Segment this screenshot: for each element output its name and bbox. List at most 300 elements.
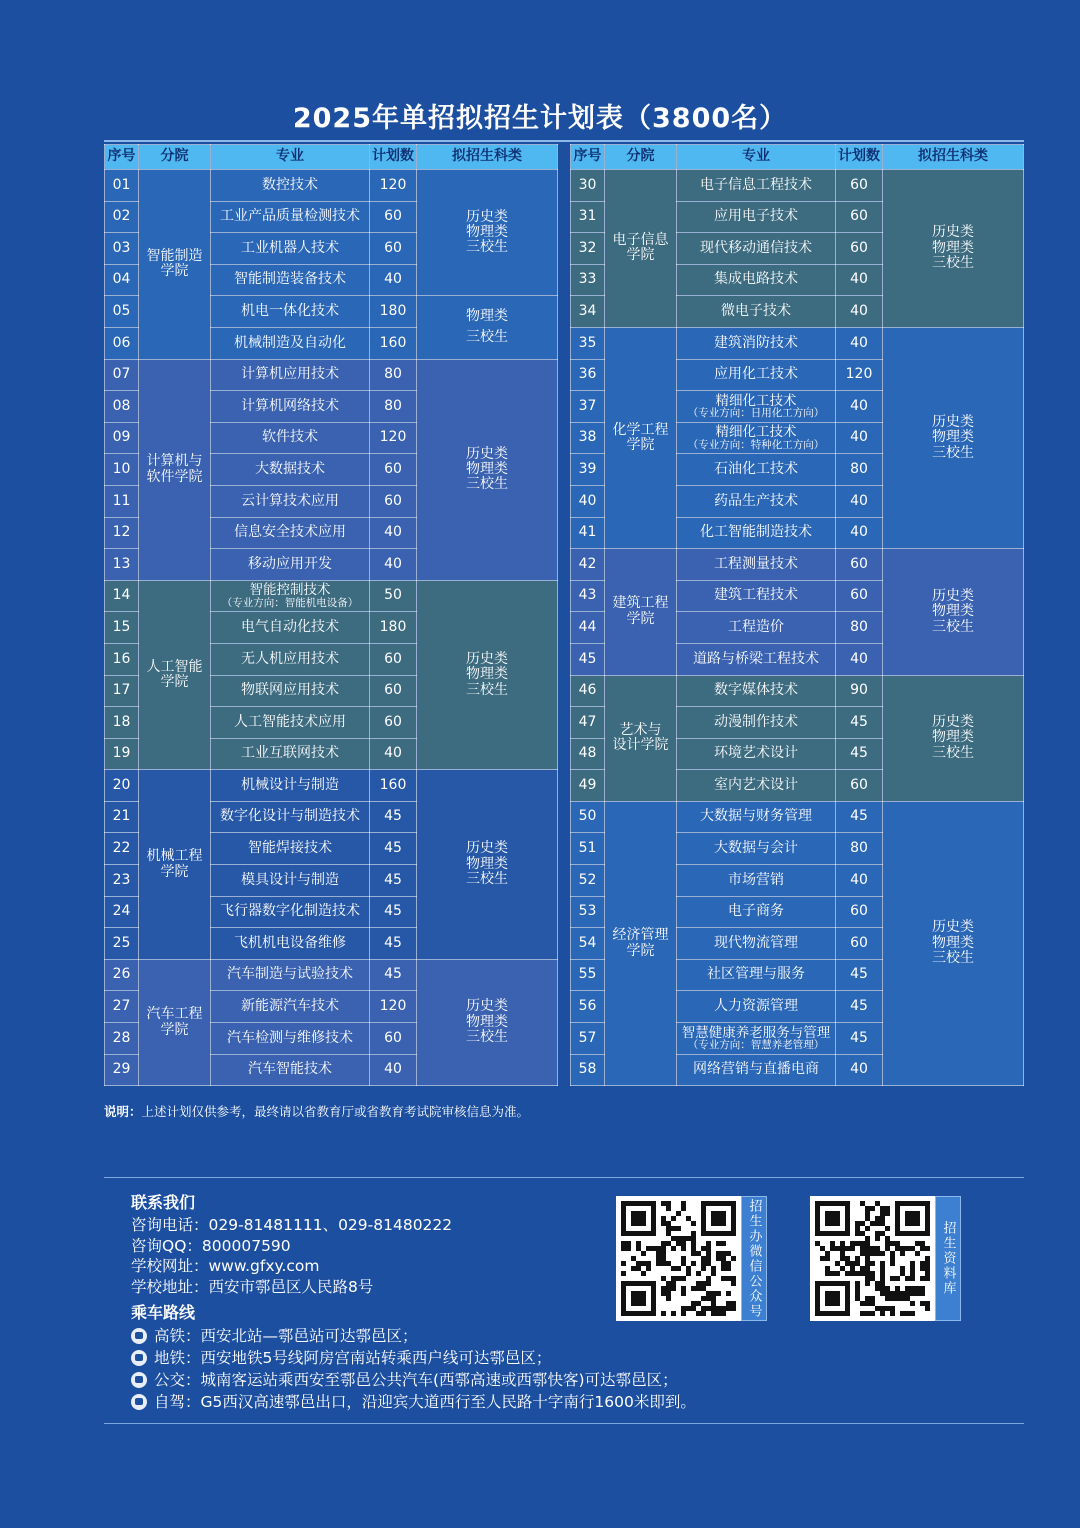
row-seq: 39	[571, 454, 605, 486]
plan-count: 80	[836, 612, 883, 644]
category-cell	[417, 296, 558, 359]
row-seq: 07	[105, 359, 139, 391]
row-seq: 14	[105, 580, 139, 612]
plan-count: 45	[836, 801, 883, 833]
plan-count: 60	[370, 643, 417, 675]
dept-cell	[139, 359, 211, 580]
row-seq: 50	[571, 801, 605, 833]
car-icon	[131, 1394, 147, 1410]
major-cell	[211, 233, 370, 265]
dept-cell	[139, 770, 211, 960]
plan-count: 60	[370, 454, 417, 486]
row-seq: 51	[571, 833, 605, 865]
header-major: 专业	[677, 145, 836, 170]
major-cell	[677, 612, 836, 644]
major-name: 大数据与财务管理	[700, 808, 812, 825]
table-row	[571, 675, 1024, 707]
major-name: 工程造价	[728, 618, 784, 635]
plan-count: 45	[370, 801, 417, 833]
route-text: 地铁：西安地铁5号线阿房宫南站转乘西户线可达鄠邑区；	[154, 1349, 552, 1367]
major-cell	[211, 264, 370, 296]
row-seq: 08	[105, 391, 139, 423]
plan-count: 40	[836, 643, 883, 675]
row-seq: 19	[105, 738, 139, 770]
category-cell	[417, 170, 558, 296]
plan-count: 120	[370, 170, 417, 202]
major-name: 微电子技术	[721, 302, 791, 319]
major-name: 应用电子技术	[714, 208, 798, 225]
category-text: 历史类 物理类 三校生	[466, 208, 508, 256]
train-icon	[131, 1328, 147, 1344]
row-seq: 27	[105, 991, 139, 1023]
plan-count: 80	[836, 454, 883, 486]
row-seq: 53	[571, 896, 605, 928]
major-name: 汽车检测与维修技术	[227, 1029, 353, 1046]
row-seq: 11	[105, 485, 139, 517]
row-seq: 30	[571, 170, 605, 202]
major-cell	[677, 327, 836, 359]
row-seq: 48	[571, 738, 605, 770]
plan-count: 120	[370, 991, 417, 1023]
note-text: 上述计划仅供参考，最终请以省教育厅或省教育考试院审核信息为准。	[141, 1104, 530, 1119]
plan-count: 60	[836, 770, 883, 802]
row-seq: 20	[105, 770, 139, 802]
major-name: 计算机网络技术	[241, 397, 339, 414]
plan-count: 60	[836, 896, 883, 928]
row-seq: 06	[105, 327, 139, 359]
major-name: 数控技术	[262, 176, 318, 193]
plan-count: 180	[370, 296, 417, 328]
category-text: 历史类 物理类 三校生	[466, 650, 508, 698]
plan-count: 60	[836, 580, 883, 612]
bus-icon	[131, 1372, 147, 1388]
dept-cell	[605, 327, 677, 548]
qr-wechat	[616, 1196, 767, 1321]
major-name: 精细化工技术	[715, 392, 797, 409]
major-cell	[211, 170, 370, 202]
major-name: 新能源汽车技术	[241, 998, 339, 1015]
row-seq: 33	[571, 264, 605, 296]
major-cell	[211, 201, 370, 233]
header-seq: 序号	[105, 145, 139, 170]
table-row	[105, 580, 558, 612]
major-cell	[677, 264, 836, 296]
major-name: 室内艺术设计	[714, 776, 798, 793]
route-text: 自驾：G5西汉高速鄠邑出口，沿迎宾大道西行至人民路十字南行1600米即到。	[154, 1393, 696, 1411]
plan-count: 45	[370, 833, 417, 865]
plan-count: 40	[836, 485, 883, 517]
major-name: 电子商务	[728, 903, 784, 920]
row-seq: 56	[571, 991, 605, 1023]
plan-count: 45	[370, 959, 417, 991]
plan-count: 60	[370, 485, 417, 517]
plan-count: 40	[370, 264, 417, 296]
header-count: 计划数	[370, 145, 417, 170]
route-item	[131, 1391, 696, 1413]
row-seq: 12	[105, 517, 139, 549]
plan-count: 40	[836, 264, 883, 296]
row-seq: 09	[105, 422, 139, 454]
plan-count: 60	[370, 675, 417, 707]
major-cell	[677, 896, 836, 928]
major-name: 云计算技术应用	[241, 492, 339, 509]
row-seq: 49	[571, 770, 605, 802]
row-seq: 40	[571, 485, 605, 517]
row-seq: 38	[571, 422, 605, 454]
category-cell	[883, 549, 1024, 675]
category-text: 历史类 物理类 三校生	[466, 840, 508, 888]
route-item	[131, 1347, 696, 1369]
row-seq: 23	[105, 865, 139, 897]
major-cell	[211, 770, 370, 802]
plan-count: 180	[370, 612, 417, 644]
major-name: 数字化设计与制造技术	[220, 808, 360, 825]
contact-section	[131, 1190, 452, 1297]
row-seq: 54	[571, 928, 605, 960]
major-name: 现代移动通信技术	[700, 239, 812, 256]
table-row	[571, 170, 1024, 202]
major-name: 移动应用开发	[248, 555, 332, 572]
plan-table-left	[104, 144, 558, 1086]
plan-count: 60	[836, 201, 883, 233]
major-cell	[211, 612, 370, 644]
category-cell	[417, 359, 558, 580]
row-seq: 17	[105, 675, 139, 707]
major-name: 信息安全技术应用	[234, 524, 346, 541]
major-name: 智能控制技术	[249, 582, 331, 599]
plan-count: 40	[370, 549, 417, 581]
dept-cell	[139, 170, 211, 360]
major-name: 智能制造装备技术	[234, 271, 346, 288]
row-seq: 32	[571, 233, 605, 265]
category-cell	[883, 675, 1024, 801]
major-cell	[211, 580, 370, 612]
dept-cell	[139, 959, 211, 1085]
major-cell	[677, 454, 836, 486]
major-direction: （专业方向：日用化工方向）	[687, 407, 825, 420]
dept-cell	[139, 580, 211, 770]
plan-count: 40	[836, 865, 883, 897]
major-cell	[677, 1054, 836, 1086]
row-seq: 01	[105, 170, 139, 202]
major-name: 计算机应用技术	[241, 366, 339, 383]
major-cell	[677, 770, 836, 802]
major-name: 软件技术	[262, 429, 318, 446]
major-cell	[211, 359, 370, 391]
contact-qq: 咨询QQ：800007590	[131, 1236, 291, 1255]
major-cell	[211, 517, 370, 549]
row-seq: 24	[105, 896, 139, 928]
plan-count: 40	[836, 391, 883, 423]
major-cell	[677, 233, 836, 265]
major-name: 机电一体化技术	[241, 302, 339, 319]
row-seq: 16	[105, 643, 139, 675]
plan-count: 40	[836, 1054, 883, 1086]
plan-count: 50	[370, 580, 417, 612]
dept-name: 计算机与 软件学院	[146, 453, 203, 485]
dept-name: 智能制造 学院	[146, 247, 203, 280]
plan-count: 60	[370, 707, 417, 739]
header-category: 拟招生科类	[417, 145, 558, 170]
plan-count: 40	[836, 517, 883, 549]
major-name: 电气自动化技术	[241, 618, 339, 635]
row-seq: 25	[105, 928, 139, 960]
major-direction: （专业方向：特种化工方向）	[687, 438, 825, 451]
major-cell	[211, 643, 370, 675]
plan-count: 45	[836, 991, 883, 1023]
category-text: 历史类 物理类 三校生	[932, 224, 974, 272]
qr-materials-label-box	[935, 1196, 961, 1321]
dept-cell	[605, 675, 677, 801]
contact-phone: 咨询电话：029-81481111、029-81480222	[131, 1216, 453, 1234]
plan-count: 60	[836, 233, 883, 265]
major-name: 建筑消防技术	[714, 334, 798, 351]
row-seq: 18	[105, 707, 139, 739]
plan-count: 45	[370, 928, 417, 960]
major-name: 大数据与会计	[714, 840, 798, 857]
table-row	[571, 801, 1024, 833]
major-cell	[211, 801, 370, 833]
major-cell	[211, 991, 370, 1023]
category-cell	[417, 770, 558, 960]
table-row	[105, 770, 558, 802]
row-seq: 55	[571, 959, 605, 991]
major-name: 现代物流管理	[714, 934, 798, 951]
qr-materials-label: 招生资料库	[940, 1221, 956, 1296]
plan-count: 40	[370, 1054, 417, 1086]
dept-cell	[605, 801, 677, 1085]
route-text: 高铁：西安北站—鄠邑站可达鄠邑区；	[154, 1327, 418, 1345]
qr-wechat-label-box	[741, 1196, 767, 1321]
major-name: 机械制造及自动化	[234, 334, 346, 351]
header-major: 专业	[211, 145, 370, 170]
plan-count: 120	[370, 422, 417, 454]
qr-code-icon[interactable]	[616, 1196, 741, 1321]
route-title: 乘车路线	[131, 1303, 196, 1322]
major-cell	[677, 296, 836, 328]
category-text: 历史类 物理类 三校生	[466, 445, 508, 493]
plan-count: 80	[370, 391, 417, 423]
row-seq: 05	[105, 296, 139, 328]
major-cell	[677, 991, 836, 1023]
contact-website[interactable]: 学校网址：www.gfxy.com	[131, 1257, 320, 1275]
major-name: 化工智能制造技术	[700, 524, 812, 541]
major-name: 数字媒体技术	[714, 682, 798, 699]
row-seq: 04	[105, 264, 139, 296]
row-seq: 10	[105, 454, 139, 486]
row-seq: 41	[571, 517, 605, 549]
row-seq: 03	[105, 233, 139, 265]
major-name: 建筑工程技术	[714, 587, 798, 604]
major-cell	[211, 738, 370, 770]
row-seq: 43	[571, 580, 605, 612]
divider	[104, 1177, 1024, 1178]
row-seq: 21	[105, 801, 139, 833]
major-name: 人工智能技术应用	[234, 713, 346, 730]
major-name: 物联网应用技术	[241, 682, 339, 699]
plan-count: 45	[836, 738, 883, 770]
table-row	[105, 959, 558, 991]
plan-count: 40	[370, 517, 417, 549]
plan-count: 40	[836, 327, 883, 359]
major-direction: （专业方向：智能机电设备）	[221, 596, 359, 609]
plan-count: 80	[836, 833, 883, 865]
major-name: 大数据技术	[255, 460, 325, 477]
plan-count: 90	[836, 675, 883, 707]
plan-count: 160	[370, 770, 417, 802]
row-seq: 13	[105, 549, 139, 581]
major-name: 模具设计与制造	[241, 871, 339, 888]
plan-count: 45	[836, 707, 883, 739]
major-cell	[211, 707, 370, 739]
major-name: 飞行器数字化制造技术	[220, 903, 360, 920]
row-seq: 22	[105, 833, 139, 865]
dept-name: 人工智能 学院	[146, 658, 203, 690]
major-name: 集成电路技术	[714, 271, 798, 288]
major-cell	[677, 928, 836, 960]
row-seq: 44	[571, 612, 605, 644]
header-dept: 分院	[605, 145, 677, 170]
plan-count: 60	[370, 233, 417, 265]
major-cell	[677, 517, 836, 549]
plan-count: 120	[836, 359, 883, 391]
major-name: 环境艺术设计	[714, 745, 798, 762]
major-name: 机械设计与制造	[241, 776, 339, 793]
dept-name: 电子信息 学院	[612, 232, 669, 264]
major-name: 应用化工技术	[714, 366, 798, 383]
table-row	[571, 327, 1024, 359]
major-name: 工业机器人技术	[241, 239, 339, 256]
row-seq: 34	[571, 296, 605, 328]
row-seq: 29	[105, 1054, 139, 1086]
category-text: 历史类 物理类 三校生	[932, 714, 974, 761]
plan-count: 40	[370, 738, 417, 770]
major-cell	[211, 1054, 370, 1086]
major-cell	[211, 833, 370, 865]
header-category: 拟招生科类	[883, 145, 1024, 170]
major-direction: （专业方向：智慧养老管理）	[687, 1038, 825, 1051]
major-cell	[677, 170, 836, 202]
major-name: 工业产品质量检测技术	[220, 208, 360, 225]
row-seq: 35	[571, 327, 605, 359]
route-text: 公交：城南客运站乘西安至鄠邑公共汽车(西鄠高速或西鄠快客)可达鄠邑区；	[154, 1371, 678, 1389]
category-cell	[883, 801, 1024, 1085]
plan-count: 60	[370, 201, 417, 233]
plan-count: 60	[370, 1023, 417, 1055]
category-text: 历史类 物理类 三校生	[932, 919, 974, 967]
category-text: 历史类 物理类 三校生	[932, 413, 974, 461]
major-name: 汽车智能技术	[248, 1061, 332, 1078]
route-section	[131, 1300, 696, 1413]
major-cell	[211, 422, 370, 454]
major-name: 网络营销与直播电商	[693, 1061, 819, 1078]
row-seq: 15	[105, 612, 139, 644]
major-cell	[211, 959, 370, 991]
note	[104, 1102, 529, 1120]
dept-name: 艺术与 设计学院	[612, 721, 669, 754]
header-seq: 序号	[571, 145, 605, 170]
major-cell	[677, 580, 836, 612]
category-text: 物理类 三校生	[466, 307, 508, 346]
row-seq: 28	[105, 1023, 139, 1055]
contact-address: 学校地址：西安市鄠邑区人民路8号	[131, 1277, 374, 1296]
qr-wechat-label: 招生办微信公众号	[746, 1198, 762, 1319]
major-cell	[677, 201, 836, 233]
qr-materials	[810, 1196, 961, 1321]
major-cell	[677, 865, 836, 897]
major-cell	[211, 327, 370, 359]
plan-count: 60	[836, 549, 883, 581]
plan-count: 60	[836, 170, 883, 202]
header-count: 计划数	[836, 145, 883, 170]
major-name: 精细化工技术	[715, 424, 797, 441]
major-name: 飞机机电设备维修	[234, 934, 346, 951]
major-name: 人力资源管理	[714, 998, 798, 1015]
major-cell	[677, 422, 836, 454]
major-cell	[677, 391, 836, 423]
major-name: 智慧健康养老服务与管理	[681, 1024, 831, 1041]
category-cell	[883, 170, 1024, 328]
major-name: 工业互联网技术	[241, 745, 339, 762]
major-name: 工程测量技术	[714, 555, 798, 572]
route-item	[131, 1369, 696, 1391]
major-cell	[677, 738, 836, 770]
plan-count: 80	[370, 359, 417, 391]
plan-count: 45	[836, 959, 883, 991]
major-cell	[677, 833, 836, 865]
plan-count: 45	[370, 865, 417, 897]
row-seq: 47	[571, 707, 605, 739]
plan-count: 45	[370, 896, 417, 928]
major-name: 社区管理与服务	[707, 966, 805, 983]
major-name: 汽车制造与试验技术	[227, 966, 353, 983]
title-underline	[104, 140, 1024, 142]
major-name: 市场营销	[728, 871, 784, 888]
contact-title: 联系我们	[131, 1193, 196, 1212]
metro-icon	[131, 1350, 147, 1366]
plan-count: 40	[836, 296, 883, 328]
major-cell	[211, 675, 370, 707]
major-cell	[677, 359, 836, 391]
note-label: 说明：	[104, 1104, 142, 1119]
major-name: 电子信息工程技术	[700, 176, 812, 193]
plan-count: 40	[836, 422, 883, 454]
major-cell	[677, 801, 836, 833]
row-seq: 46	[571, 675, 605, 707]
major-cell	[211, 865, 370, 897]
major-cell	[677, 707, 836, 739]
plan-count: 60	[836, 928, 883, 960]
major-cell	[211, 391, 370, 423]
dept-name: 汽车工程 学院	[146, 1006, 203, 1038]
category-cell	[417, 580, 558, 770]
divider	[104, 1423, 1024, 1424]
qr-code-icon[interactable]	[810, 1196, 935, 1321]
row-seq: 57	[571, 1023, 605, 1055]
plan-table-right	[570, 144, 1024, 1086]
major-name: 无人机应用技术	[241, 650, 339, 667]
route-item	[131, 1325, 696, 1347]
major-cell	[211, 296, 370, 328]
table-row	[105, 359, 558, 391]
major-name: 道路与桥梁工程技术	[693, 650, 819, 667]
dept-cell	[605, 549, 677, 675]
header-dept: 分院	[139, 145, 211, 170]
row-seq: 42	[571, 549, 605, 581]
row-seq: 58	[571, 1054, 605, 1086]
major-name: 智能焊接技术	[248, 840, 332, 857]
major-name: 动漫制作技术	[714, 713, 798, 730]
